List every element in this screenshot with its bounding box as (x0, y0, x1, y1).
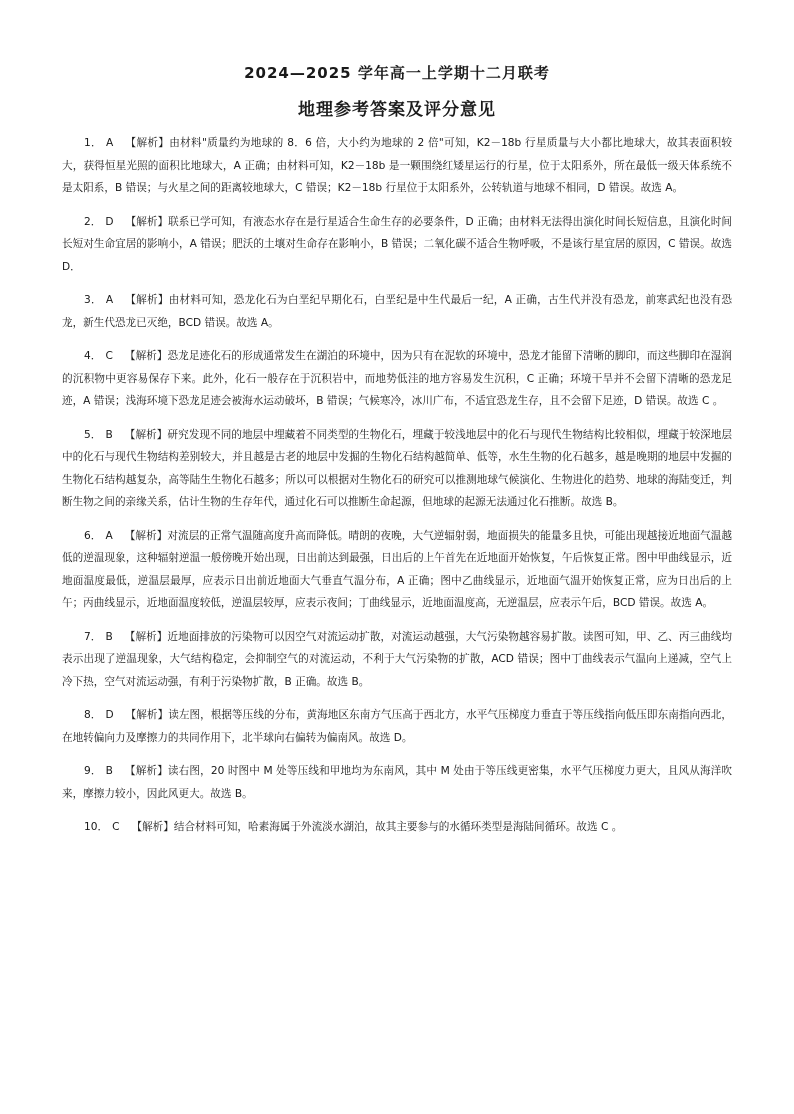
question-number: 10． (84, 821, 109, 833)
question-number: 8． (84, 709, 102, 721)
answer-choice: A (105, 294, 114, 306)
question-number: 3． (84, 294, 102, 306)
question-number: 9． (84, 765, 102, 777)
answer-choice: D (105, 709, 114, 721)
document-subtitle: 地理参考答案及评分意见 (298, 100, 496, 120)
answer-item-7 (62, 626, 732, 694)
question-number: 4． (84, 350, 102, 362)
answer-choice: B (105, 765, 113, 777)
answer-explanation: 【解析】读左图，根据等压线的分布，黄海地区东南方气压高于西北方，水平气压梯度力垂直于等压线指向低压即东南指向西北，在地转偏向力及摩擦力的共同作用下，北半球向右偏转为偏南风。故选 D。 (62, 709, 732, 744)
question-number: 5． (84, 428, 102, 441)
question-number: 6． (84, 529, 102, 542)
answer-item-6 (62, 525, 732, 615)
answer-choice: A (105, 137, 114, 149)
answer-item-3 (62, 289, 732, 334)
answer-choice: C (105, 350, 113, 362)
answer-item-8 (62, 704, 732, 749)
answer-explanation: 【解析】研究发现不同的地层中埋藏着不同类型的生物化石，埋藏于较浅地层中的化石与现代生物结构比较相似，埋藏于较深地层中的化石与现代生物结构差别较大，并且越是古老的地层中发掘的生物化石结构越简单、低等，水生生物的化石越多，越是晚期的地层中发掘的生物化石结构越复杂，高等陆生生物化石越多；所以可以根据对生物化石的研究可以推测地球气候演化、生物进化的趋势、地球的海陆变迁，判断生物之间的亲缘关系，估计生物的生存年代，通过化石可以推断生命起源，但地球的起源无法通过化石推断。故选 B。 (62, 428, 733, 508)
document-title: 2024—2025 学年高一上学期十二月联考 (244, 64, 550, 82)
answer-choice: B (105, 428, 113, 441)
answer-choice: D (105, 215, 114, 228)
answer-item-2 (62, 211, 732, 279)
answer-explanation: 【解析】联系已学可知，有液态水存在是行星适合生命生存的必要条件，D 正确；由材料无法得出演化时间长短信息，且演化时间长短对生命宜居的影响小，A 错误；肥沃的土壤对生命存在影响小，B 错误；二氧化碳不适合生物呼吸，不是该行星宜居的原因，C 错误。故选 D． (62, 215, 732, 273)
answer-choice: A (105, 529, 113, 542)
question-number: 2． (84, 215, 102, 228)
answer-explanation: 【解析】恐龙足迹化石的形成通常发生在湖泊的环境中，因为只有在泥软的环境中，恐龙才能留下清晰的脚印，而这些脚印在湿润的沉积物中更容易保存下来。此外，化石一般存在于沉积岩中，而地势低洼的地方容易发生沉积，C 正确；环境干旱并不会留下清晰的恐龙足迹，A 错误；浅海环境下恐龙足迹会被海水运动破坏，B 错误；气候寒冷，冰川广布，不适宜恐龙生存，且不会留下足迹，D 错误。故选 C 。 (62, 350, 732, 407)
answer-item-9 (62, 760, 732, 805)
answer-explanation: 【解析】读右图，20 时图中 M 处等压线和甲地均为东南风，其中 M 处由于等压线更密集，水平气压梯度力更大，且风从海洋吹来，摩擦力较小，因此风更大。故选 B。 (62, 765, 732, 800)
answer-item-1 (62, 132, 732, 200)
answer-explanation: 【解析】对流层的正常气温随高度升高而降低。晴朗的夜晚，大气逆辐射弱，地面损失的能量多且快，可能出现越接近地面气温越低的逆温现象，这种辐射逆温一般傍晚开始出现，日出前达到最强，日出后的上午首先在近地面开始恢复，午后恢复正常。图中甲曲线显示，近地面温度最低，逆温层最厚，应表示日出前近地面大气垂直气温分布，A 正确；图中乙曲线显示，近地面气温开始恢复正常，应为日出后的上午；丙曲线显示，近地面温度较低，逆温层较厚，应表示夜间；丁曲线显示，近地面温度高，无逆温层，应表示午后，BCD 错误。故选 A。 (62, 529, 732, 609)
answer-list (62, 132, 732, 839)
answer-explanation: 【解析】由材料"质量约为地球的 8．6 倍，大小约为地球的 2 倍"可知，K2－18b 行星质量与大小都比地球大，故其表面积较大，获得恒星光照的面积比地球大，A 正确；由材料可知，K2－18b 是一颗围绕红矮星运行的行星，位于太阳系外，所在最低一级天体系统不是太阳系，B 错误；与火星之间的距离较地球大，C 错误；K2－18b 行星位于太阳系外，公转轨道与地球不相同，D 错误。故选 A。 (62, 137, 732, 194)
question-number: 7． (84, 630, 102, 643)
question-number: 1． (84, 137, 102, 149)
answer-explanation: 【解析】由材料可知，恐龙化石为白垩纪早期化石，白垩纪是中生代最后一纪，A 正确，古生代并没有恐龙，前寒武纪也没有恐龙，新生代恐龙已灭绝，BCD 错误。故选 A。 (62, 294, 732, 329)
answer-item-5 (62, 424, 732, 514)
answer-item-4 (62, 345, 732, 413)
answer-explanation: 【解析】近地面排放的污染物可以因空气对流运动扩散，对流运动越强，大气污染物越容易扩散。读图可知，甲、乙、丙三曲线均表示出现了逆温现象，大气结构稳定，会抑制空气的对流运动，不利于大气污染物的扩散，ACD 错误；图中丁曲线表示气温向上递减，空气上冷下热，空气对流运动强，有利于污染物扩散，B 正确。故选 B。 (62, 630, 733, 688)
answer-choice: B (105, 630, 113, 643)
answer-item-10 (62, 816, 732, 839)
answer-choice: C (112, 821, 120, 833)
answer-explanation: 【解析】结合材料可知，哈素海属于外流淡水湖泊，故其主要参与的水循环类型是海陆间循环。故选 C 。 (131, 821, 623, 833)
